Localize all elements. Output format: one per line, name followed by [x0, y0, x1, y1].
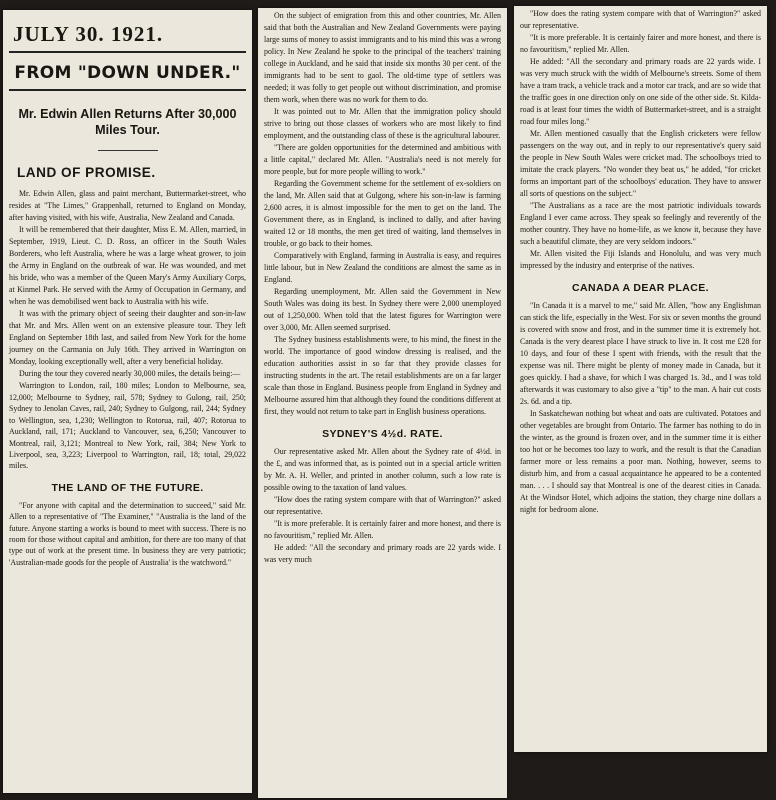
- paragraph: "The Australians as a race are the most patriotic individuals towards England I ever came across. They speak so feelingly and reverently of the mother country. They have no home-life, as we know it, because they have such a beautiful climate, they are very seldom indoors.": [520, 201, 761, 246]
- paragraph: Regarding unemployment, Mr. Allen said the Government in New South Wales was doing its best. In Sydney there were 2,000 unemployed out of 1,250,000. When told that the latest figures for Warrington were over 3,000, Mr. Allen seemed surprised.: [264, 287, 501, 332]
- paragraph: He added: "All the secondary and primary roads are 22 yards wide. I was very much struck with the width of Melbourne's streets. Some of them have a tram track, a vehicle track and a motor car track, and are so wide that the traffic goes in one direction only on one side of the other side. St. Kilda-road is at least four times the width of Buttermarket-street, and is a straight road four miles long.": [520, 57, 761, 126]
- paragraph: "How does the rating system compare with that of Warrington?" asked our representative.: [264, 495, 501, 516]
- paragraph: In Saskatchewan nothing but wheat and oats are cultivated. Potatoes and other vegetables are brought from Ontario. The farmer has nothing to do in the winter, as the ground is frozen over, and in the summer time it is either too hot or he becomes too lazy to work, and the result is that the Canadian farmer more or less remains a poor man. Nothing, however, seems to disturb him, and from a casual acquaintance he appeared to be a contented man. . . . I should say that Montreal is one of the dearest cities in Canada. At the Windsor Hotel, which adjoins the station, they charge nine dollars a night for bedroom alone.: [520, 409, 761, 514]
- divider: [9, 89, 246, 91]
- paragraph: During the tour they covered nearly 30,000 miles, the details being:—: [19, 369, 241, 379]
- paragraph: It will be remembered that their daughter, Miss E. M. Allen, married, in September, 1919, Lieut. C. D. Ross, an officer in the South Wales Borderers, who left Australia, where he was a large wheat grower, to join the Army in England on the outbreak of war. He was wounded, and met his bride, who was a member of the Queen Mary's Army Auxiliary Corps, at Kinmel Park. He served with the Army of Occupation in Germany, and when he was demobilised went back to Australia with his wife.: [9, 225, 246, 307]
- paragraph: It was pointed out to Mr. Allen that the immigration policy should strive to bring out those classes of workers who are most likely to find employment, and the outstanding class of these is the agricultural labourer.: [264, 107, 501, 140]
- paragraph: Mr. Allen mentioned casually that the English cricketers were fellow passengers on the way out, and in reply to our representative's query said the people in New South Wales were cricket mad. The schoolboys tried to imitate the crack players. "No wonder they beat us," he added, "for cricket forms an important part of the schoolboys' education. They have to answer all sorts of questions on the subject.": [520, 129, 761, 198]
- section-heading-promise: LAND OF PROMISE.: [17, 165, 156, 181]
- paragraph: Mr. Allen visited the Fiji Islands and Honolulu, and was very much impressed by the industry and enterprise of the natives.: [520, 249, 761, 270]
- paragraph: He added: "All the secondary and primary roads are 22 yards wide. I was very much: [264, 543, 501, 564]
- article-headline: FROM "DOWN UNDER.": [14, 63, 241, 83]
- paragraph: Regarding the Government scheme for the settlement of ex-soldiers on the land, Mr. Allen said that at Gulgong, where his son-in-law is farming 2,600 acres, it is almost impossible for the men to get on the land. The Government there, as in England, is inclined to dally, and after having waited 12 or 18 months, the men get tired of waiting, land themselves in trouble, or go back to their homes.: [264, 179, 501, 248]
- clipping-column-3: [514, 6, 767, 752]
- paragraph: The Sydney business establishments were, to his mind, the finest in the world. The importance of good window dressing is realised, and the education authorities assist in so far that they provide classes for instructing students in the art. The retail establishments are on a far larger scale than those in England. Business people from England in Sydney and Melbourne assured him that although they found the conditions different at first, they would not return to take part in English business operations.: [264, 335, 501, 416]
- paragraph: "There are golden opportunities for the determined and ambitious with a little capital," declared Mr. Allen. "Australia's need is not merely for more people, but for more people willing to work.": [264, 143, 501, 176]
- article-subhead: Mr. Edwin Allen Returns After 30,000 Miles Tour.: [18, 107, 237, 137]
- paragraph: Comparatively with England, farming in Australia is easy, and requires little labour, but in New Zealand the conditions are almost the same as in England.: [264, 251, 501, 284]
- section-heading-sydney: SYDNEY'S 4½d. RATE.: [322, 428, 443, 440]
- paragraph: Our representative asked Mr. Allen about the Sydney rate of 4½d. in the £, and was informed that, as is pointed out in a special article written by Mr. A. H. Weller, and printed in another column, such a low rate is possible owing to the taxation of land values.: [264, 447, 501, 492]
- article-date: JULY 30. 1921.: [13, 22, 164, 46]
- clipping-column-2: [258, 8, 507, 798]
- paragraph: "It is more preferable. It is certainly fairer and more honest, and there is no favouritism," replied Mr. Allen.: [520, 33, 761, 54]
- section-heading-canada: CANADA A DEAR PLACE.: [572, 282, 709, 294]
- divider: [98, 150, 158, 151]
- paragraph: "How does the rating system compare with that of Warrington?" asked our representative.: [520, 9, 761, 30]
- paragraph: It was with the primary object of seeing their daughter and son-in-law that Mr. and Mrs. Allen went on an extensive pleasure tour. They left England on September 18th last, and sailed from New York for the home journey on the Carmania on July 16th. They arrived in Warrington on Monday, looking exceptionally well, after a very beneficial holiday.: [9, 309, 246, 367]
- paragraphs-col1: [9, 188, 246, 471]
- paragraph: "In Canada it is a marvel to me," said Mr. Allen, "how any Englishman can stick the life, especially in the West. For six or seven months the ground is covered with snow and frost, and in the summer time it is extremely hot. Canada is the very dearest place I have struck to live in. It cost me £28 for 10 days, and four of these I spent with friends, with the result that the expense was nil. There might be plenty of money made in Canada, but it goes quickly. I had a shave, for which I was charged 1s. 3d., and I was told afterwards it was customary to also give a "tip" to the man. A hair cut costs 2s. 6d. and a tip.: [520, 301, 761, 406]
- paragraph: "For anyone with capital and the determination to succeed," said Mr. Allen to a representative of "The Examiner," "Australia is the land of the future. Anyone starting a works is bound to meet with success. There is no room for those without capital and ambition, for there are too many of that type out of work at the present time. In business they are very patriotic; 'Australian-made goods for the people of Australia' is the watchword.": [9, 500, 246, 567]
- paragraph: Mr. Edwin Allen, glass and paint merchant, Buttermarket-street, who resides at "The Limes," Grappenhall, returned to England on Monday, after having visited, with his wife, Australia, New Zealand and Canada.: [9, 189, 246, 223]
- paragraph: "It is more preferable. It is certainly fairer and more honest, and there is no favouritism," replied Mr. Allen.: [264, 519, 501, 540]
- divider: [9, 51, 246, 53]
- clipping-column-1: [3, 10, 252, 793]
- paragraph: On the subject of emigration from this and other countries, Mr. Allen said that both the Australian and New Zealand Governments were paying large sums of money to assist immigrants and to his mind this was a wrong policy. In New Zealand he spoke to the principal of the teachers' training college in Auckland, and he said that inside six months 30 per cent. of the immigrants had to be sent to gaol. The old-time type of settlers was needed; it was folly to get people out without discrimination, and promise them work, when there was no work for them to do.: [264, 11, 501, 104]
- section-heading-future: THE LAND OF THE FUTURE.: [51, 481, 204, 494]
- paragraph: Warrington to London, rail, 180 miles; London to Melbourne, sea, 12,000; Melbourne to Sydney, rail, 578; Sydney to Gulong, rail, 250; Sydney to Jenolan Caves, rail, 240; Sydney to Gulgong, rail, 244; Sydney to Wellington, sea, 1,230; Wellington to Rotorua, rail, 407; Rotorua to Auckland, rail, 171; Auckland to Vancouver, sea, 6,250; Vancouver to Montreal, rail, 3,121; Montreal to New York, rail, 384; New York to Liverpool, sea, 3,223; Liverpool to Warrington, rail, 18; total, 29,022 miles.: [9, 381, 246, 471]
